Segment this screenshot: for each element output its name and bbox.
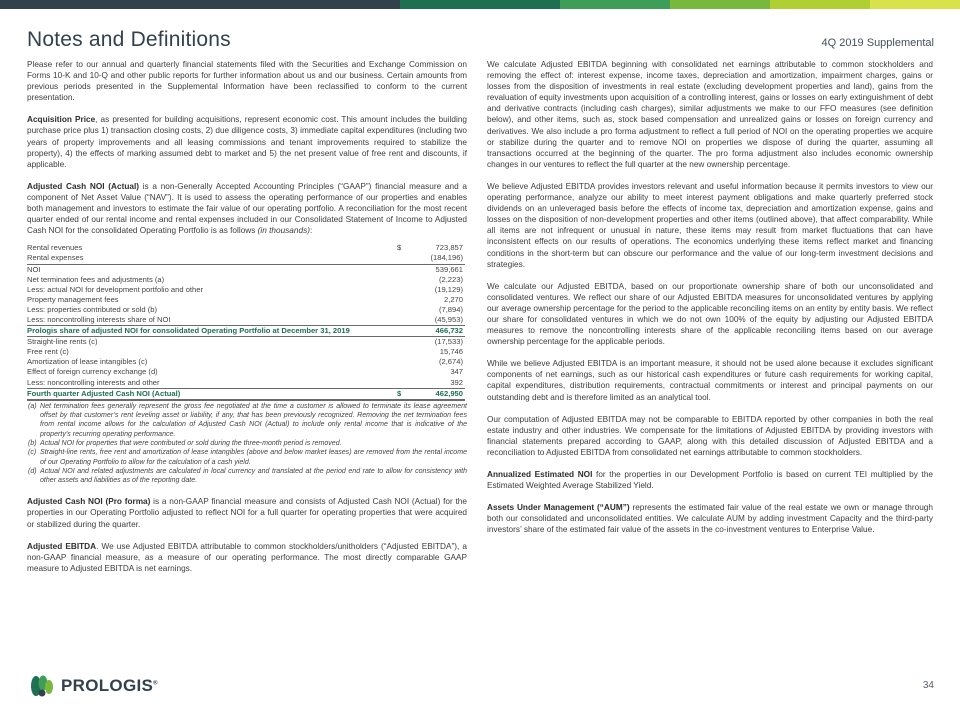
row-currency	[397, 295, 407, 305]
table-row	[27, 347, 465, 357]
row-label: Straight-line rents (c)	[27, 337, 98, 347]
color-bar-segment	[400, 0, 560, 9]
row-value: 392	[407, 378, 465, 389]
row-currency	[397, 357, 407, 367]
term-adjusted-ebitda: Adjusted EBITDA	[27, 541, 97, 551]
adjusted-cash-noi-text: is a non-Generally Accepted Accounting Principles (“GAAP”) financial measure and a component of Net Asset Value (“NAV”). It is used to assess the operating performance of our properties and enables both management and investors to estimate the fair value of our operating portfolio. A reconciliation for the most recent quarter ended of our rental income and rental expenses included in our Consolidated Statement of Income to Adjusted Cash NOI for the consolidated Operating Portfolio is as follows	[27, 181, 467, 236]
footnote-text: Actual NOI and related adjustments are calculated in local currency and translated at the period end rate to allow for consistency with other assets and liabilities as of the reporting date.	[40, 467, 467, 485]
row-value: (45,953)	[407, 315, 465, 326]
prologis-logo	[29, 674, 158, 698]
logo-wordmark	[61, 676, 158, 696]
table-row	[27, 378, 465, 389]
table-row	[27, 275, 465, 285]
row-label: Rental revenues	[27, 243, 83, 253]
row-currency: $	[397, 388, 407, 400]
page-number: 34	[922, 680, 934, 691]
aum-text: represents the estimated fair value of the real estate we own or manage through both our consolidated and unconsolidated entities. We calculate AUM by adding investment Capacity and the third-party investors’ share of the estimated fair value of the assets in the co-investment ventures to Enterprise Value.	[487, 503, 933, 535]
table-footnotes	[27, 402, 467, 486]
ebitda-calculation-paragraph: We calculate Adjusted EBITDA beginning with consolidated net earnings attributable to common stockholders and removing the effect of: interest expense, income taxes, depreciation and amortization, impairment charges, gains or losses from the disposition of investments in real estate (excluding development properties and land), gains from the revaluation of equity investments upon acquisition of a controlling interest, gains or losses on early extinguishment of debt and derivative contracts (including cash charges), similar adjustments we make to our FFO measures (see definition below), and other items, such as, stock based compensation and unrealized gains or losses on foreign currency and derivatives. We also include a pro forma adjustment to reflect a full period of NOI on the operating properties we acquire or stabilize during the quarter and to remove NOI on properties we dispose of during the quarter, assuming all transactions occurred at the beginning of the quarter. The pro forma adjustment also includes economic ownership changes in our ventures to reflect the full quarter at the new ownership percentage.	[487, 60, 933, 169]
footnote	[27, 467, 467, 486]
aum-paragraph	[487, 502, 933, 535]
color-bar-segment	[560, 0, 670, 9]
left-column	[27, 59, 467, 585]
footnote-text: Straight-line rents, free rent and amortization of lease intangibles (above and below market leases) are removed from the rental income of our Operating Portfolio to allow for the calculation of a cash yield.	[40, 449, 467, 466]
table-row	[27, 305, 465, 315]
row-value: (2,674)	[438, 357, 463, 367]
globe-logo-icon	[29, 674, 55, 698]
registered-mark: ®	[153, 680, 158, 687]
term-annualized-noi: Annualized Estimated NOI	[487, 470, 593, 479]
row-label: Net termination fees and adjustments (a)	[27, 274, 165, 284]
row-value: 466,732	[407, 326, 465, 337]
row-label: Rental expenses	[27, 253, 397, 264]
ebitda-comparability-paragraph: Our computation of Adjusted EBITDA may not be comparable to EBITDA reported by other companies in both the real estate industry and other industries. We compensate for the limitations of Adjusted EBITDA by providing investors with financial statements prepared according to GAAP, along with this detailed discussion of Adjusted EBITDA and a reconciliation to Adjusted EBITDA from consolidated net earnings attributable to common stockholders.	[487, 414, 933, 457]
acquisition-price-paragraph	[27, 114, 467, 169]
page-title: Notes and Definitions	[27, 28, 231, 51]
table-row	[27, 337, 465, 348]
footnote	[27, 448, 467, 467]
row-value: 347	[450, 367, 463, 377]
color-bar-segment	[870, 0, 960, 9]
ebitda-rationale-paragraph: We believe Adjusted EBITDA provides investors relevant and useful information because it permits investors to view our operating performance, analyze our ability to meet interest payment obligations and make quarterly preferred stock dividends on an unleveraged basis before the effects of income tax, depreciation and amortization expense, gains and losses on the disposition of non-development properties and other items (outlined above), that affect comparability. While all items are not infrequent or unusual in nature, these items may result from market fluctuations that can have inconsistent effects on our results of operations. The economics underlying these items reflect market and financing conditions in the short-term but can obscure our performance and the value of our long-term investment decisions and strategies.	[487, 181, 933, 269]
row-label: NOI	[27, 264, 41, 274]
row-value: 15,746	[439, 347, 463, 357]
table-row	[27, 367, 465, 377]
row-currency	[397, 347, 407, 357]
row-currency: $	[397, 243, 402, 253]
table-row-total	[27, 388, 465, 400]
row-value: 462,950	[407, 388, 465, 400]
adjusted-ebitda-text: . We use Adjusted EBITDA attributable to common stockholders/unitholders (“Adjusted EBITDA”), a non-GAAP financial measure, as a measure of our operating performance. The most directly comparable GAAP measure to Adjusted EBITDA is net earnings.	[27, 541, 467, 573]
table-row	[27, 357, 465, 367]
footnote-key: (d)	[28, 467, 37, 475]
row-currency	[397, 253, 407, 264]
row-value: (17,533)	[434, 337, 463, 347]
row-label: Fourth quarter Adjusted Cash NOI (Actual)	[27, 388, 397, 400]
term-aum: Assets Under Management (“AUM”)	[487, 503, 630, 513]
row-currency	[397, 305, 407, 315]
row-currency	[397, 378, 407, 389]
row-value: 2,270	[443, 294, 463, 304]
supplemental-label: 4Q 2019 Supplemental	[821, 37, 934, 49]
table-row-subtotal	[27, 326, 465, 337]
row-label: Less: noncontrolling interests and other	[27, 378, 397, 389]
ebitda-limitations-paragraph: While we believe Adjusted EBITDA is an important measure, it should not be used alone because it excludes significant components of net earnings, such as our historical cash expenditures or future cash requirements for working capital, capital expenditures, distribution requirements, contractual commitments or interest and principal payments on our outstanding debt and is therefore limited as an analytical tool.	[487, 359, 933, 402]
term-adjusted-cash-noi-proforma: Adjusted Cash NOI (Pro forma)	[27, 497, 151, 507]
color-bar-segment	[0, 0, 400, 9]
term-adjusted-cash-noi: Adjusted Cash NOI (Actual)	[27, 181, 139, 191]
row-label: Effect of foreign currency exchange (d)	[27, 367, 158, 377]
row-value: 723,857	[435, 243, 463, 253]
row-currency	[397, 264, 407, 275]
row-label: Less: noncontrolling interests share of NOI	[27, 315, 397, 326]
row-label: Prologis share of adjusted NOI for consolidated Operating Portfolio at December 31, 2019	[27, 326, 397, 337]
row-value: 539,661	[435, 264, 463, 274]
in-thousands-note: (in thousands)	[257, 226, 310, 236]
row-label: Property management fees	[27, 294, 119, 304]
row-label: Amortization of lease intangibles (c)	[27, 357, 148, 367]
footnote	[27, 402, 467, 439]
annualized-noi-text: for the properties in our Development Portfolio is based on current TEI multiplied by the Estimated Weighted Average Stabilized Yield.	[487, 470, 934, 491]
footnote-text: Net termination fees generally represent the gross fee negotiated at the time a customer is allowed to terminate its lease agreement offset by that customer’s rent leveling asset or liability, if any, that has been previously recognized. Removing the net termination fees from rental income allows for the calculation of Adjusted Cash NOI (Actual) to include only rental income that is indicative of the property’s recurring operating performance.	[40, 402, 467, 438]
top-color-bar	[0, 0, 960, 9]
intro-paragraph: Please refer to our annual and quarterly financial statements filed with the Securities and Exchange Commission on Forms 10-K and 10-Q and other public reports for further information about us and our business. Certain amounts from previous periods presented in the Supplemental Information have been reclassified to conform to the current presentation.	[27, 60, 467, 103]
noi-reconciliation-table	[27, 243, 465, 400]
adjusted-cash-noi-paragraph	[27, 181, 467, 236]
row-currency	[397, 326, 407, 337]
adjusted-cash-noi-proforma-text: is a non-GAAP financial measure and consists of Adjusted Cash NOI (Actual) for the properties in our Operating Portfolio adjusted to reflect NOI for a full quarter for operating properties that were acquired or stabilized during the quarter.	[27, 497, 467, 529]
row-currency	[397, 337, 407, 348]
table-row	[27, 315, 465, 326]
row-label: Less: actual NOI for development portfolio and other	[27, 284, 204, 294]
ebitda-ownership-paragraph: We calculate our Adjusted EBITDA, based on our proportionate ownership share of both our unconsolidated and consolidated ventures. We reflect our share of our Adjusted EBITDA measures for unconsolidated ventures by applying our average ownership percentage for the period to the applicable reconciling items on an entity by entity basis. We reflect our share for consolidated ventures in which we do not own 100% of the equity by adjusting our Adjusted EBITDA measures to remove the noncontrolling interests share of the applicable reconciling items based on our average ownership percentage for the applicable periods.	[487, 281, 933, 347]
annualized-noi-paragraph	[487, 469, 933, 491]
right-column	[487, 59, 933, 546]
row-label: Free rent (c)	[27, 347, 69, 357]
adjusted-cash-noi-proforma-paragraph	[27, 496, 467, 529]
adjusted-ebitda-paragraph	[27, 541, 467, 574]
footnote	[27, 439, 467, 448]
row-value: (7,894)	[438, 304, 463, 314]
row-currency	[397, 275, 407, 285]
row-value: (184,196)	[407, 253, 465, 264]
row-value: (2,223)	[438, 274, 463, 284]
row-currency	[397, 315, 407, 326]
table-row	[27, 253, 465, 264]
color-bar-segment	[670, 0, 770, 9]
table-row	[27, 285, 465, 295]
acquisition-price-text: , as presented for building acquisitions, represent economic cost. This amount includes the building purchase price plus 1) transaction closing costs, 2) due diligence costs, 3) immediate capital expenditures (including two years of property improvements and all leasing commissions and tenant improvements required to stabilize the property), 4) the effects of marking assumed debt to market and 5) the net present value of free rent and discounts, if applicable.	[27, 115, 467, 169]
table-row	[27, 243, 465, 253]
row-label: Less: properties contributed or sold (b)	[27, 304, 158, 314]
table-row	[27, 295, 465, 305]
footnote-text: Actual NOI for properties that were contributed or sold during the three-month period is removed.	[40, 439, 342, 447]
row-currency	[397, 285, 407, 295]
row-value: (19,129)	[434, 284, 463, 294]
footnote-key: (c)	[28, 449, 37, 457]
term-acquisition-price: Acquisition Price	[27, 115, 96, 125]
footnote-key: (a)	[28, 402, 37, 410]
row-currency	[397, 367, 407, 377]
table-row	[27, 264, 465, 275]
adjusted-cash-noi-end: :	[309, 226, 313, 236]
footnote-key: (b)	[28, 439, 37, 447]
color-bar-segment	[770, 0, 870, 9]
logo-text: PROLOGIS	[61, 676, 154, 695]
